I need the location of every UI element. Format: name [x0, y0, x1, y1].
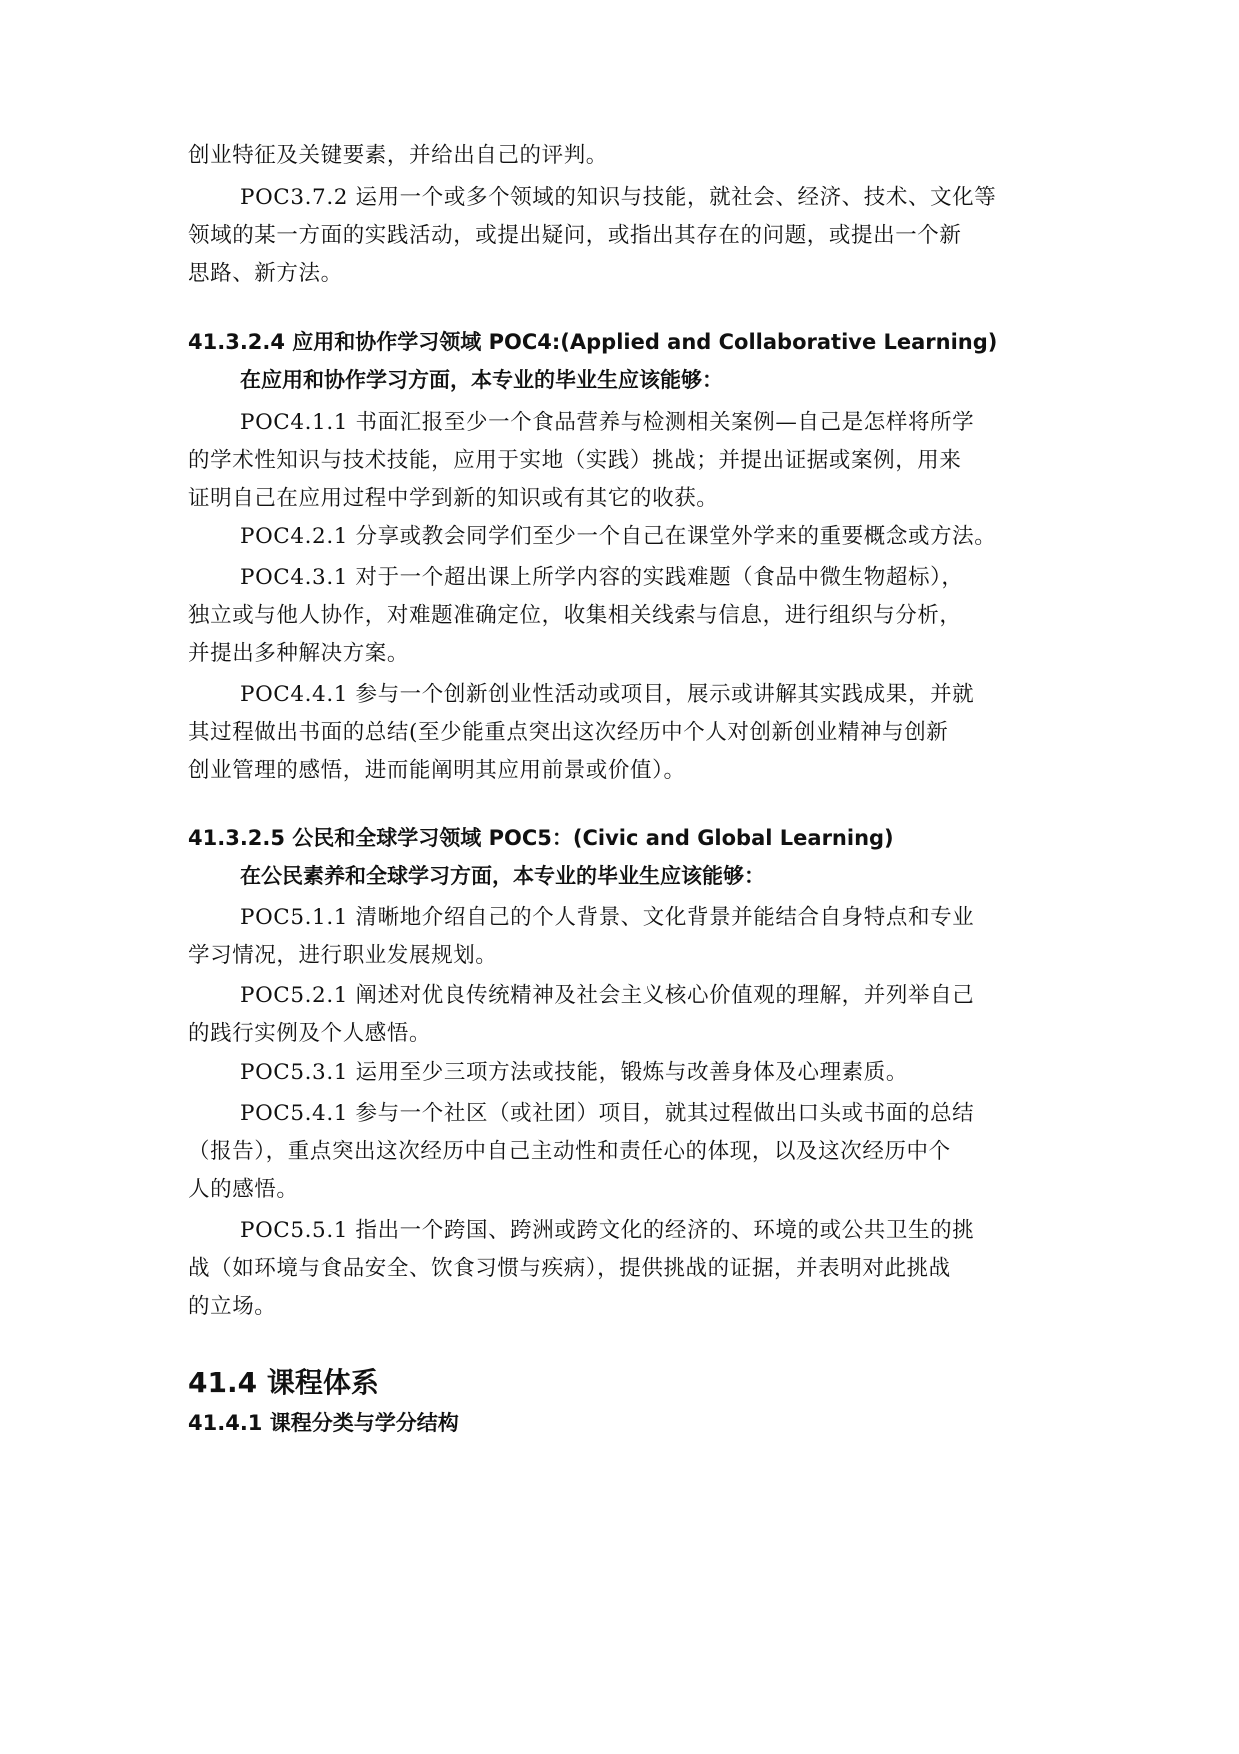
paragraph-line: 战（如环境与食品安全、饮食习惯与疾病），提供挑战的证据，并表明对此挑战 — [188, 1256, 951, 1281]
section-heading-4132-4: 41.3.2.4 应用和协作学习领域 POC4:(Applied and Collaborative Learning) — [188, 330, 998, 354]
paragraph-line: 其过程做出书面的总结(至少能重点突出这次经历中个人对创新创业精神与创新 — [188, 720, 949, 745]
section-heading-4141: 41.4.1 课程分类与学分结构 — [188, 1411, 459, 1435]
paragraph-line: POC3.7.2 运用一个或多个领域的知识与技能，就社会、经济、技术、文化等 — [240, 185, 997, 210]
paragraph-line: 学习情况，进行职业发展规划。 — [188, 943, 498, 968]
paragraph-line: POC4.1.1 书面汇报至少一个食品营养与检测相关案例—自己是怎样将所学 — [240, 410, 975, 435]
paragraph-line: POC5.4.1 参与一个社区（或社团）项目，就其过程做出口头或书面的总结 — [240, 1101, 975, 1126]
section-subheading: 在应用和协作学习方面，本专业的毕业生应该能够： — [240, 368, 723, 392]
paragraph-line: 的立场。 — [188, 1294, 277, 1319]
paragraph-line: 创业特征及关键要素，并给出自己的评判。 — [188, 143, 608, 168]
paragraph-line: 人的感悟。 — [188, 1177, 299, 1202]
paragraph-line: POC4.3.1 对于一个超出课上所学内容的实践难题（食品中微生物超标）， — [240, 565, 964, 590]
paragraph-line: 领域的某一方面的实践活动，或提出疑问，或指出其存在的问题，或提出一个新 — [188, 223, 962, 248]
paragraph-line: 创业管理的感悟，进而能阐明其应用前景或价值）。 — [188, 758, 686, 783]
paragraph-line: 的践行实例及个人感悟。 — [188, 1021, 432, 1046]
paragraph-line: 思路、新方法。 — [188, 261, 343, 286]
paragraph-line: 独立或与他人协作，对难题准确定位，收集相关线索与信息，进行组织与分析， — [188, 603, 962, 628]
paragraph-line: POC4.2.1 分享或教会同学们至少一个自己在课堂外学来的重要概念或方法。 — [240, 524, 997, 549]
section-subheading: 在公民素养和全球学习方面，本专业的毕业生应该能够： — [240, 864, 765, 888]
section-heading-4132-5: 41.3.2.5 公民和全球学习领域 POC5：(Civic and Global Learning) — [188, 826, 894, 850]
paragraph-line: POC5.5.1 指出一个跨国、跨洲或跨文化的经济的、环境的或公共卫生的挑 — [240, 1218, 975, 1243]
paragraph-line: POC5.3.1 运用至少三项方法或技能，锻炼与改善身体及心理素质。 — [240, 1060, 908, 1085]
paragraph-line: POC5.2.1 阐述对优良传统精神及社会主义核心价值观的理解，并列举自己 — [240, 983, 975, 1008]
paragraph-line: 证明自己在应用过程中学到新的知识或有其它的收获。 — [188, 486, 719, 511]
paragraph-line: 并提出多种解决方案。 — [188, 641, 410, 666]
paragraph-line: （报告），重点突出这次经历中自己主动性和责任心的体现，以及这次经历中个 — [188, 1139, 951, 1164]
paragraph-line: 的学术性知识与技术技能，应用于实地（实践）挑战；并提出证据或案例，用来 — [188, 448, 962, 473]
section-heading-414: 41.4 课程体系 — [188, 1366, 379, 1399]
paragraph-line: POC4.4.1 参与一个创新创业性活动或项目，展示或讲解其实践成果，并就 — [240, 682, 975, 707]
paragraph-line: POC5.1.1 清晰地介绍自己的个人背景、文化背景并能结合自身特点和专业 — [240, 905, 975, 930]
